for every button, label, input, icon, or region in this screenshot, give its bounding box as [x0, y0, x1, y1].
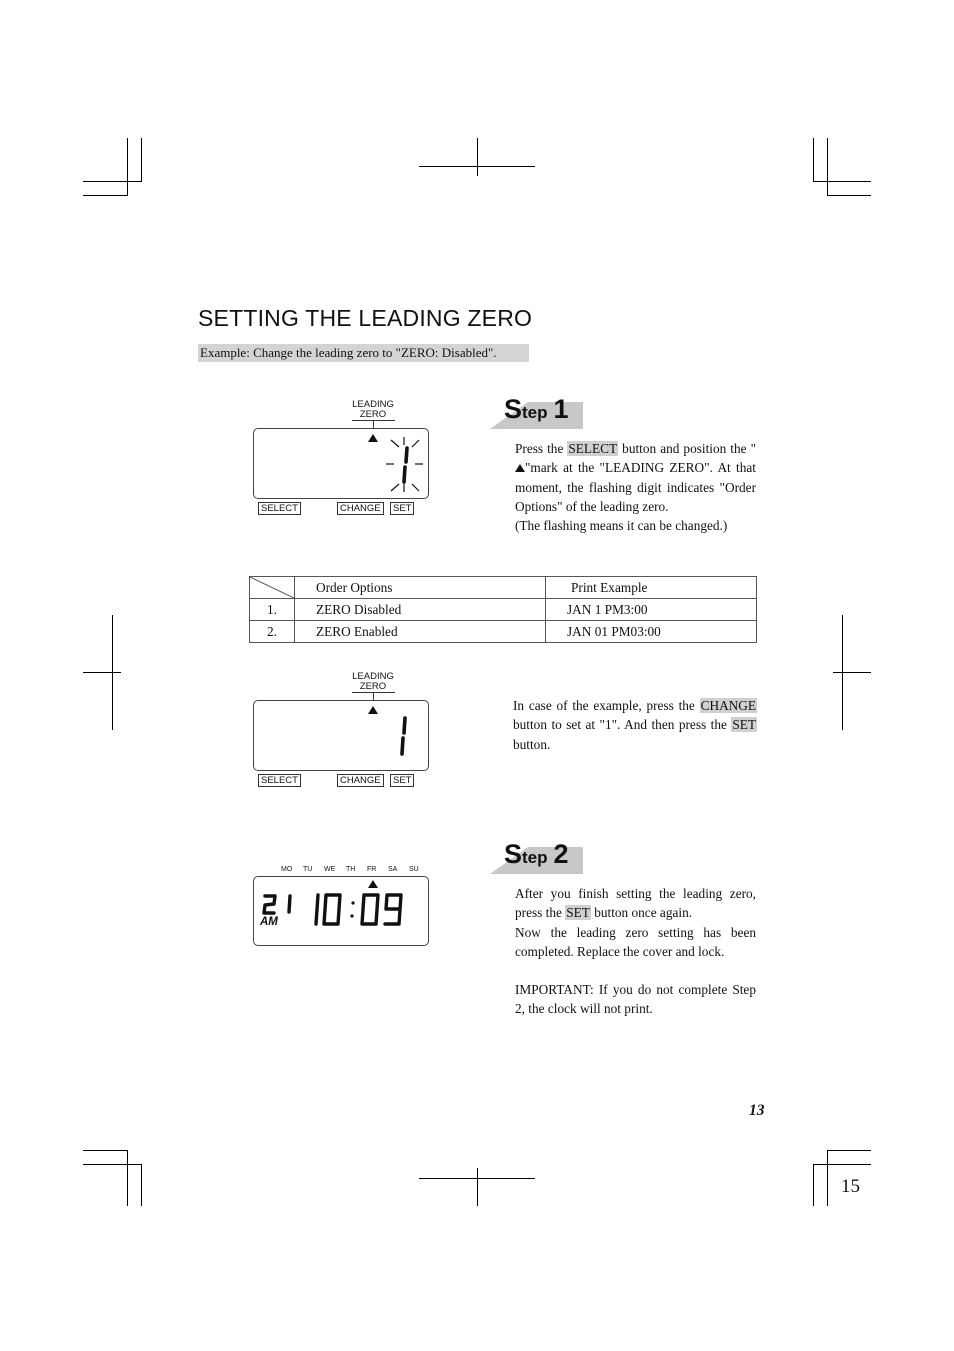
digit-one-icon — [394, 714, 414, 758]
step-2-text: After you finish setting the leading zero, press the SET button once again. Now the leading zero setting has been completed. Replace the cover and lock. IMPORTANT: If you do not complete Step 2, the clock will not print. — [515, 886, 756, 1017]
change-highlight: CHANGE — [700, 698, 756, 713]
change-button[interactable]: CHANGE — [337, 774, 384, 787]
leading-zero-label: LEADING ZERO — [352, 399, 394, 420]
step-1-text: Press the SELECT button and position the ""mark at the "LEADING ZERO". At that moment, the flashing digit indicates "Order Options" of the leading zero. (The flashing means it can be changed.) — [515, 441, 757, 534]
order-options-table — [249, 576, 757, 643]
up-triangle-icon — [515, 464, 525, 472]
set-button[interactable]: SET — [390, 774, 414, 787]
diagonal-cell — [250, 577, 295, 599]
example-banner: Example: Change the leading zero to "ZERO: Disabled". — [198, 344, 529, 362]
select-button[interactable]: SELECT — [258, 774, 301, 787]
set-highlight: SET — [566, 905, 590, 921]
weekday-row: MO TU WE TH FR SA SU — [281, 866, 419, 873]
header-order-options: Order Options — [295, 577, 546, 599]
page-title: SETTING THE LEADING ZERO — [198, 305, 533, 331]
page-number: 13 — [749, 1102, 765, 1119]
set-highlight: SET — [732, 717, 756, 733]
select-button[interactable]: SELECT — [258, 502, 301, 515]
clock-digits-icon — [258, 886, 418, 936]
leading-zero-label: LEADING ZERO — [352, 671, 394, 692]
flashing-digit-icon — [380, 432, 430, 498]
set-button[interactable]: SET — [390, 502, 414, 515]
select-highlight: SELECT — [568, 441, 618, 456]
step-1-label: Step 1 — [490, 394, 585, 432]
table-row: 2. ZERO Enabled JAN 01 PM03:00 — [250, 621, 757, 643]
outer-page-number: 15 — [841, 1176, 860, 1197]
up-triangle-icon — [368, 434, 378, 442]
header-print-example: Print Example — [546, 577, 757, 599]
up-triangle-icon — [368, 706, 378, 714]
am-indicator: AM — [260, 916, 278, 928]
step-1b-text: In case of the example, press the CHANGE button to set at "1". And then press the SET button. — [513, 698, 756, 752]
table-row: 1. ZERO Disabled JAN 1 PM3:00 — [250, 599, 757, 621]
step-2-label: Step 2 — [490, 839, 585, 877]
change-button[interactable]: CHANGE — [337, 502, 384, 515]
table-header-row — [250, 577, 757, 599]
